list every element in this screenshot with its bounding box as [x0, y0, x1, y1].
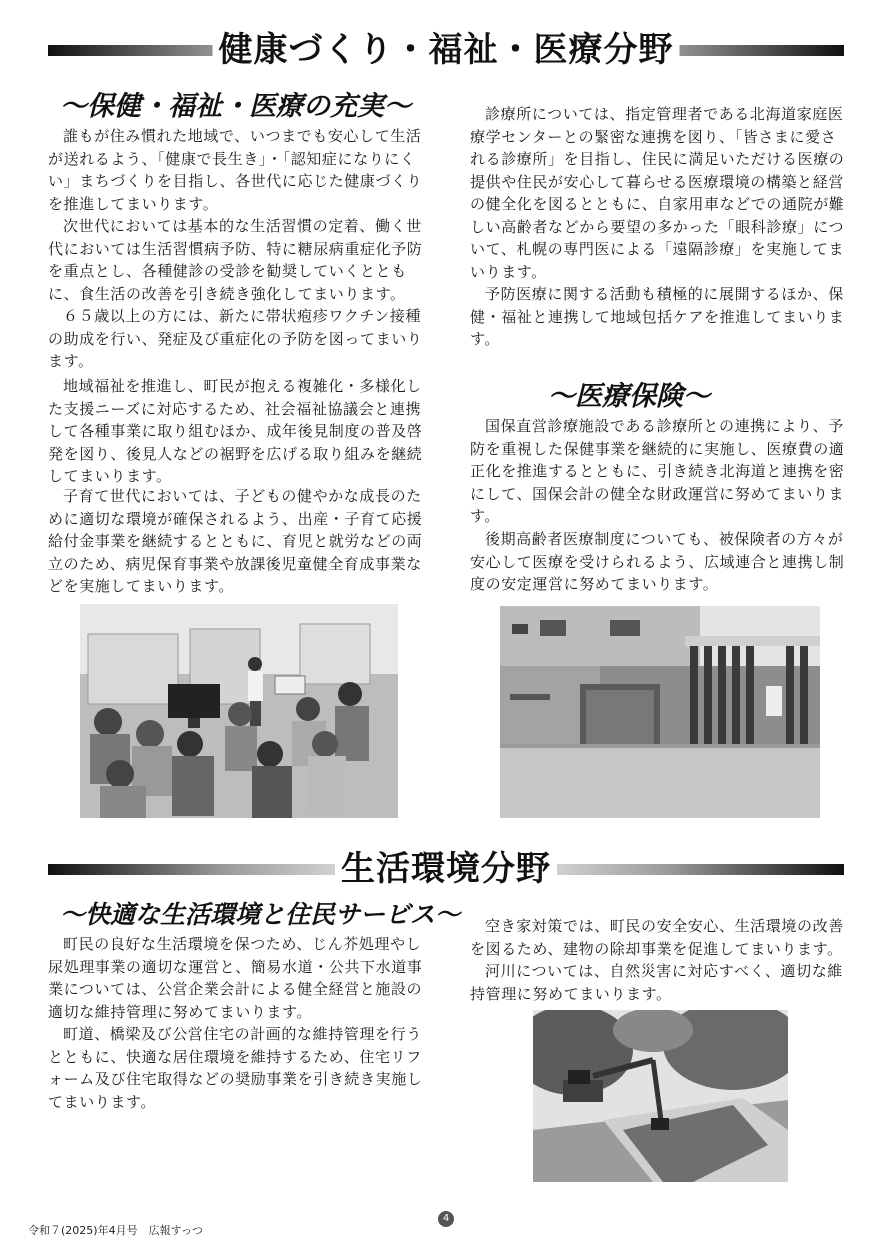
paragraph: 河川については、自然災害に対応すべく、適切な維持管理に努めてまいります。: [470, 962, 843, 1003]
paragraph: 誰もが住み慣れた地域で、いつまでも安心して生活が送れるよう、「健康で長生き」・「認知症になりにくい」まちづくりを目指し、各世代に応じた健康づくりを推進してまいります。: [48, 127, 423, 213]
section-header-health: [48, 30, 844, 70]
clinic-building-photo: [500, 606, 820, 818]
paragraph: 診療所については、指定管理者である北海道家庭医療学センターとの緊密な連携を図り、「皆さまに愛される診療所」を目指し、住民に満足いただける医療の提供や住民が安心して暮らせる医療環境の構築と経営の健全化を図るとともに、自家用車などでの通院が難しい高齢者などから要望の多かった「眼科診療」について、札幌の専門医による「遠隔診療」を実施してまいります。: [470, 105, 845, 281]
section-header-living: [48, 849, 844, 889]
paragraph: 国保直営診療施設である診療所との連携により、予防を重視した保健事業を継続的に実施し、医療費の適正化を推進するとともに、引き続き北海道と連携を密にして、国保会計の健全な財政運営に努めてまいります。: [470, 417, 845, 525]
section-title: 生活環境分野: [335, 847, 557, 891]
footer-issue: 令和７(2025)年4月号 広報すっつ: [28, 1224, 203, 1237]
paragraph: 子育て世代においては、子どもの健やかな成長のために適切な環境が確保されるよう、出産・子育て応援給付金事業を継続するとともに、育児と就労などの両立のため、病児保育事業や放課後児童健全育成事業などを実施してまいります。: [48, 487, 423, 595]
health-class-photo: [80, 604, 398, 818]
paragraph: 次世代においては基本的な生活習慣の定着、働く世代においては生活習慣病予防、特に糖尿病重症化予防を重点とし、各種健診の受診を勧奨していくとともに、食生活の改善を引き続き強化してまいります。: [48, 217, 423, 303]
page-number: 4: [438, 1211, 454, 1227]
paragraph: 予防医療に関する活動も積極的に展開するほか、保健・福祉と連携して地域包括ケアを推進してまいります。: [470, 285, 845, 348]
paragraph: 地域福祉を推進し、町民が抱える複雑化・多様化した支援ニーズに対応するため、社会福祉協議会と連携して各種事業に取り組むほか、成年後見制度の普及啓発を図り、後見人などの裾野を広げる取り組みを継続してまいります。: [48, 377, 423, 485]
subheading-insurance: 〜医療保険〜: [548, 381, 710, 412]
paragraph: 空き家対策では、町民の安全安心、生活環境の改善を図るため、建物の除却事業を促進してまいります。: [470, 917, 844, 958]
river-work-photo: [533, 1010, 788, 1182]
paragraph: 町道、橋梁及び公営住宅の計画的な維持管理を行うとともに、快適な居住環境を維持するため、住宅リフォーム及び住宅取得などの奨励事業を引き続き実施してまいります。: [48, 1025, 423, 1111]
subheading-living-services: 〜快適な生活環境と住民サービス〜: [60, 900, 461, 929]
paragraph: 町民の良好な生活環境を保つため、じん芥処理やし尿処理事業の適切な運営と、簡易水道・公共下水道事業については、公営企業会計による健全経営と施設の適切な維持管理に努めてまいります。: [48, 935, 423, 1021]
subheading-health-welfare: 〜保健・福祉・医療の充実〜: [60, 91, 411, 122]
paragraph: ６５歳以上の方には、新たに帯状疱疹ワクチン接種の助成を行い、発症及び重症化の予防を図ってまいります。: [48, 307, 423, 370]
paragraph: 後期高齢者医療制度についても、被保険者の方々が安心して医療を受けられるよう、広域連合と連携し制度の安定運営に努めてまいります。: [470, 530, 845, 593]
section-title: 健康づくり・福祉・医療分野: [213, 28, 680, 72]
